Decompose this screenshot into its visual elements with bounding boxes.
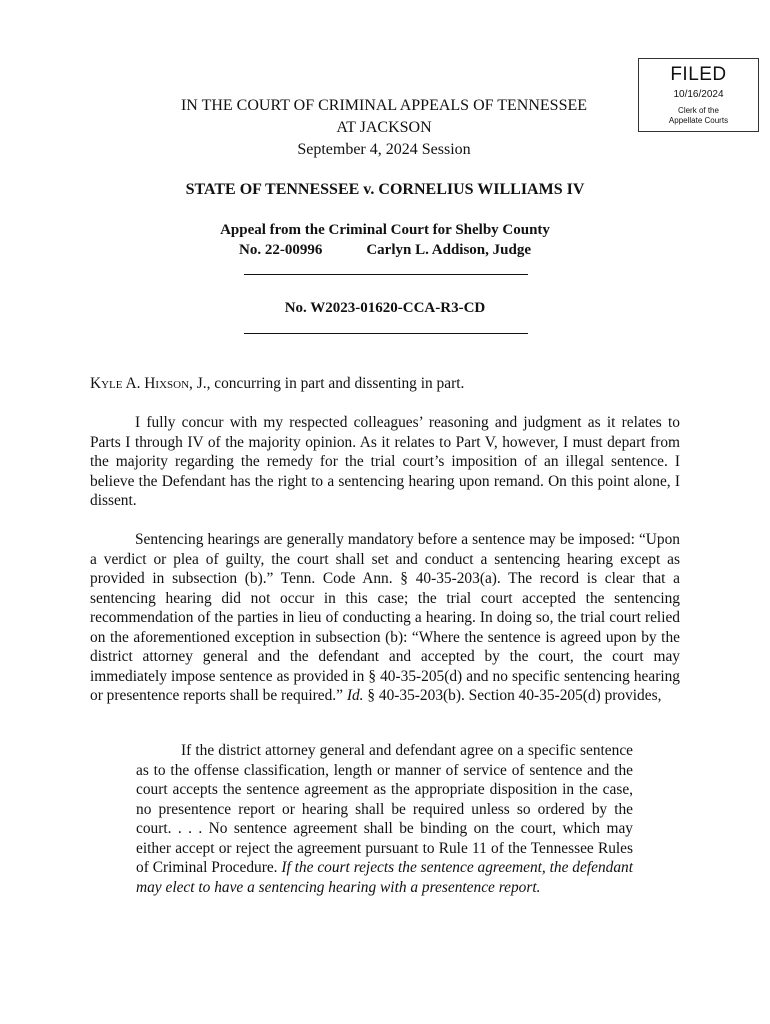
clerk-label: Clerk of the: [678, 106, 719, 115]
divider-bottom: [244, 333, 528, 334]
court-location: AT JACKSON: [336, 119, 432, 136]
block-quote: [136, 741, 633, 897]
divider-top: [244, 274, 528, 275]
paragraph-sentencing-text-b: § 40-35-203(b). Section 40-35-205(d) provides,: [363, 687, 662, 704]
block-quote-text: If the district attorney general and defendant agree on a specific sentence as to the offense classification, length or manner of service of sentence and the court accepts the sentence agreement as the appropriate disposition in the case, no presentence report or hearing shall be required unless so ordered by the court. . . . No sentence agreement shall be binding on the court, which may either accept or reject the agreement pursuant to Rule 11 of the Tennessee Rules of Criminal Procedure.: [136, 742, 633, 876]
filed-stamp: [638, 58, 759, 132]
trial-info: [0, 240, 770, 260]
appeal-from: Appeal from the Criminal Court for Shelby County: [220, 222, 550, 238]
filed-label: FILED: [670, 64, 727, 85]
id-citation: Id.: [346, 687, 364, 704]
paragraph-concurrence: I fully concur with my respected colleagues’ reasoning and judgment as it relates to Parts I through IV of the majority opinion. As it relates to Part V, however, I must depart from the majority regarding the remedy for the trial court’s imposition of an illegal sentence. I believe the Defendant has the right to a sentencing hearing upon remand. On this point alone, I dissent.: [90, 414, 680, 509]
trial-judge: Carlyn L. Addison, Judge: [366, 242, 531, 258]
appellate-courts-label: Appellate Courts: [668, 116, 729, 125]
docket-number: No. W2023-01620-CCA-R3-CD: [284, 300, 486, 316]
author-line: [90, 374, 680, 394]
block-quote-italic: If the court rejects the sentence agreement, the defendant may elect to have a sentencing hearing with a presentence report.: [136, 859, 633, 896]
trial-case-number: No. 22-00996: [239, 242, 323, 258]
author-name: Kyle A. Hixson: [90, 375, 190, 392]
filed-date: 10/16/2024: [673, 89, 724, 100]
court-name: IN THE COURT OF CRIMINAL APPEALS OF TENNESSEE: [180, 97, 588, 114]
paragraph-sentencing: [90, 530, 680, 706]
session-date: September 4, 2024 Session: [297, 141, 471, 158]
paragraph-sentencing-text-a: Sentencing hearings are generally mandatory before a sentence may be imposed: “Upon a verdict or plea of guilty, the court shall set and conduct a sentencing hearing except as provided in subsection (b).” Tenn. Code Ann. § 40-35-203(a). The record is clear that a sentencing hearing did not occur in this case; the trial court accepted the sentencing recommendation of the parties in lieu of conducting a hearing. In doing so, the trial court relied on the aforementioned exception in subsection (b): “Where the sentence is agreed upon by the district attorney general and the defendant and accepted by the court, the court may immediately impose sentence as provided in § 40-35-205(d) and no specific sentencing hearing or presentence reports shall be required.”: [90, 531, 680, 704]
author-role: , J., concurring in part and dissenting in part.: [189, 375, 465, 392]
case-caption: STATE OF TENNESSEE v. CORNELIUS WILLIAMS IV: [185, 181, 585, 198]
